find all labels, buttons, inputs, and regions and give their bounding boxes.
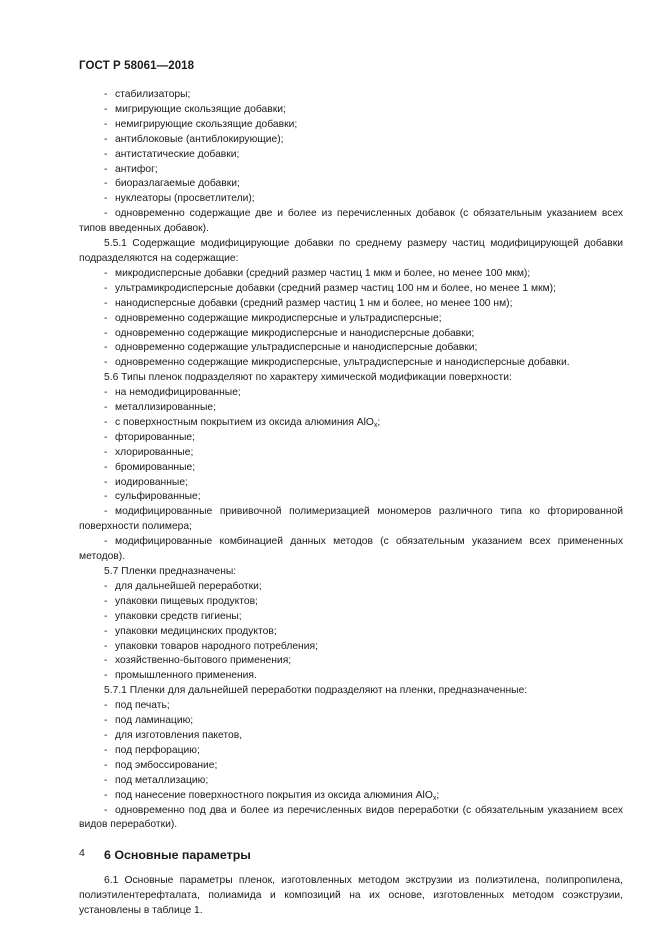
list-item-text: бромированные; <box>115 461 196 473</box>
list-item-text: одновременно содержащие микродисперсные, ультрадисперсные и нанодисперсные добавки. <box>115 357 570 369</box>
section-heading-6: 6 Основные параметры <box>104 848 251 863</box>
list-item <box>79 356 623 371</box>
list-item <box>79 759 623 774</box>
list-item-text: для изготовления пакетов, <box>115 729 243 741</box>
dash-marker: - <box>104 282 108 294</box>
list-item-text: антифог; <box>115 163 158 175</box>
list-item <box>79 103 623 118</box>
dash-marker: - <box>104 625 108 637</box>
list-item <box>79 476 623 491</box>
list-item-text: немигрирующие скользящие добавки; <box>115 118 298 130</box>
paragraph-5-7: 5.7 Пленки предназначены: <box>104 566 237 577</box>
list-item <box>79 729 623 744</box>
dash-marker: - <box>104 89 108 100</box>
dash-marker: - <box>104 327 108 339</box>
list-item <box>79 595 623 610</box>
list-item <box>79 192 623 207</box>
list-item-text: под эмбоссирование; <box>115 759 218 771</box>
list-item <box>79 88 623 103</box>
dash-marker: - <box>104 446 108 458</box>
dash-marker: - <box>104 491 108 503</box>
additives-list <box>79 88 623 207</box>
dash-marker: - <box>104 297 108 309</box>
paragraph-6-1: 6.1 Основные параметры пленок, изготовленных методом экструзии из полиэтилена, полипропилена, полиэтилентерефталата, полиамида и композиций на их основе, изготовленных методом соэкструзии, установлены в таблице 1. <box>79 875 623 917</box>
list-item-text: одновременно содержащие ультрадисперсные и нанодисперсные добавки; <box>115 342 478 354</box>
dash-marker: - <box>104 715 108 727</box>
dash-marker: - <box>104 670 108 682</box>
list-item-text: упаковки медицинских продуктов; <box>115 625 277 637</box>
surface-modification-list <box>79 386 623 416</box>
dash-marker: - <box>104 103 108 115</box>
dash-marker: - <box>104 506 108 518</box>
dash-marker: - <box>104 461 108 473</box>
list-item-text: под перфорацию; <box>115 744 200 756</box>
list-item-text: нуклеаторы (просветлители); <box>115 193 255 205</box>
purpose-list <box>79 580 623 684</box>
dash-marker: - <box>104 595 108 607</box>
list-item <box>79 148 623 163</box>
list-item-text: упаковки товаров народного потребления; <box>115 640 318 652</box>
dash-marker: - <box>104 789 108 801</box>
dash-marker: - <box>104 118 108 130</box>
list-item <box>79 163 623 178</box>
list-item <box>79 327 623 342</box>
list-item <box>79 386 623 401</box>
list-item-text: упаковки средств гигиены; <box>115 610 242 622</box>
list-item <box>79 177 623 192</box>
list-item-text: фторированные; <box>115 431 195 443</box>
list-item <box>79 431 623 446</box>
dash-marker: - <box>104 312 108 324</box>
list-item-wrapped: - одновременно под два и более из перечисленных видов переработки (с обязательным указанием всех видов переработки). <box>79 804 623 831</box>
list-item-text: одновременно содержащие микродисперсные и нанодисперсные добавки; <box>115 327 475 339</box>
dash-marker: - <box>104 700 108 712</box>
list-item <box>79 267 623 282</box>
list-item-text: одновременно содержащие микродисперсные и ультрадисперсные; <box>115 312 442 324</box>
list-item-text: антистатические добавки; <box>115 148 240 160</box>
list-item-alox: - с поверхностным покрытием из оксида алюминия AlO$_x$; <box>104 416 381 429</box>
dash-marker: - <box>104 208 108 220</box>
list-item-text: стабилизаторы; <box>115 89 191 100</box>
list-item-alox-processing: - под нанесение поверхностного покрытия из оксида алюминия AlO$_x$; <box>104 789 440 802</box>
dash-marker: - <box>104 580 108 592</box>
list-item-text: металлизированные; <box>115 402 216 414</box>
surface-modification-list-continued <box>79 431 623 506</box>
list-item <box>79 297 623 312</box>
paragraph-5-5-1: 5.5.1 Содержащие модифицирующие добавки по среднему размеру частиц модифицирующей добавки подразделяются на содержащие: <box>79 238 623 264</box>
page-number: 4 <box>79 847 85 859</box>
list-item-text: под металлизацию; <box>115 774 209 786</box>
list-item <box>79 312 623 327</box>
dash-marker: - <box>104 655 108 667</box>
dash-marker: - <box>104 759 108 771</box>
paragraph-5-7-1: 5.7.1 Пленки для дальнейшей переработки подразделяют на пленки, предназначенные: <box>104 685 528 697</box>
list-item-text: мигрирующие скользящие добавки; <box>115 103 286 115</box>
dash-marker: - <box>104 267 108 279</box>
list-item <box>79 446 623 461</box>
list-item <box>79 118 623 133</box>
list-item-text: упаковки пищевых продуктов; <box>115 595 258 607</box>
list-item-text: иодированные; <box>115 476 188 488</box>
dash-marker: - <box>104 402 108 414</box>
list-item-text: биоразлагаемые добавки; <box>115 178 240 190</box>
list-item <box>79 490 623 505</box>
particle-size-list <box>79 267 623 371</box>
list-item <box>79 654 623 669</box>
dash-marker: - <box>104 804 108 816</box>
list-item <box>79 580 623 595</box>
list-item-text: хозяйственно-бытового применения; <box>115 655 292 667</box>
list-item <box>79 341 623 356</box>
dash-marker: - <box>104 476 108 488</box>
document-code-header: ГОСТ Р 58061—2018 <box>79 60 195 72</box>
dash-marker: - <box>104 163 108 175</box>
list-item <box>79 625 623 640</box>
list-item-text: под печать; <box>115 700 170 712</box>
list-item-text: промышленного применения. <box>115 670 257 682</box>
list-item <box>79 461 623 476</box>
processing-list <box>79 699 623 788</box>
list-item-wrapped: - одновременно содержащие две и более из перечисленных добавок (с обязательным указанием всех типов введенных добавок). <box>79 208 623 235</box>
list-item-text: ультрамикродисперсные добавки (средний размер частиц 100 нм и более, но менее 1 мкм); <box>115 282 556 294</box>
dash-marker: - <box>104 387 108 399</box>
list-item-text: на немодифицированные; <box>115 387 241 399</box>
list-item-text: микродисперсные добавки (средний размер частиц 1 мкм и более, но менее 100 мкм); <box>115 267 531 279</box>
dash-marker: - <box>104 774 108 786</box>
list-item <box>79 699 623 714</box>
list-item-text: хлорированные; <box>115 446 194 458</box>
list-item-text: нанодисперсные добавки (средний размер частиц 1 нм и более, но менее 100 нм); <box>115 297 513 309</box>
dash-marker: - <box>104 193 108 205</box>
dash-marker: - <box>104 610 108 622</box>
dash-marker: - <box>104 148 108 160</box>
list-item-wrapped: - модифицированные прививочной полимеризацией мономеров различного типа ко фторированной поверхности полимера; <box>79 506 623 533</box>
dash-marker: - <box>104 178 108 190</box>
dash-marker: - <box>104 640 108 652</box>
dash-marker: - <box>104 416 108 428</box>
list-item-text: для дальнейшей переработки; <box>115 580 262 592</box>
list-item-text: под ламинацию; <box>115 715 194 727</box>
list-item-text: антиблоковые (антиблокирующие); <box>115 133 284 145</box>
list-item <box>79 401 623 416</box>
list-item <box>79 774 623 789</box>
dash-marker: - <box>104 729 108 741</box>
dash-marker: - <box>104 357 108 369</box>
list-item <box>79 640 623 655</box>
list-item <box>79 133 623 148</box>
dash-marker: - <box>104 536 108 548</box>
dash-marker: - <box>104 744 108 756</box>
list-item <box>79 744 623 759</box>
paragraph-5-6: 5.6 Типы пленок подразделяют по характеру химической модификации поверхности: <box>104 372 512 384</box>
dash-marker: - <box>104 342 108 354</box>
list-item-wrapped: - модифицированные комбинацией данных методов (с обязательным указанием всех примененных методов). <box>79 536 623 563</box>
document-body <box>79 88 623 919</box>
dash-marker: - <box>104 133 108 145</box>
dash-marker: - <box>104 431 108 443</box>
list-item <box>79 282 623 297</box>
list-item <box>79 714 623 729</box>
list-item <box>79 669 623 684</box>
list-item <box>79 610 623 625</box>
list-item-text: сульфированные; <box>115 491 201 503</box>
